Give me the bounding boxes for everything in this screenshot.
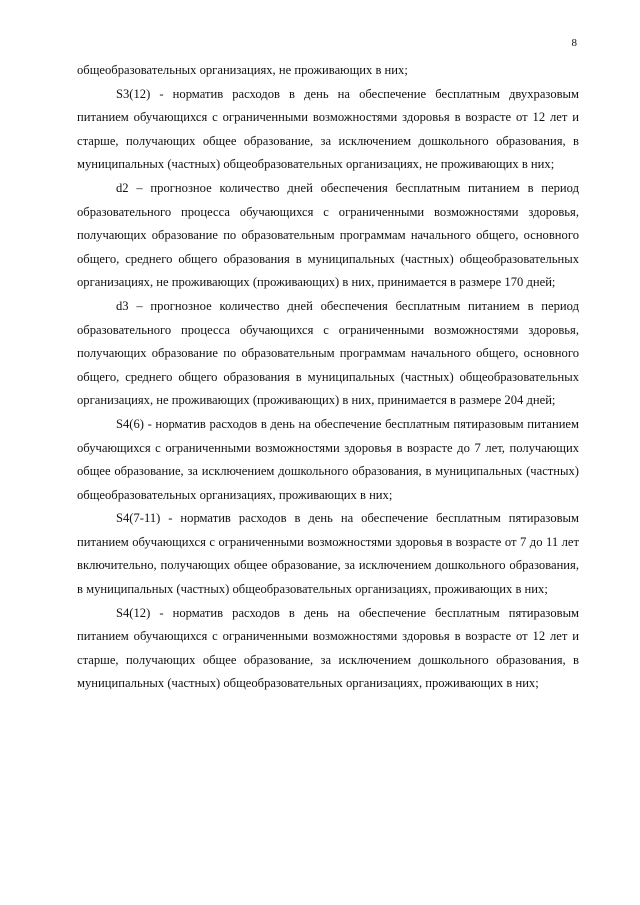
paragraph-s4-12: S4(12) - норматив расходов в день на обеспечение бесплатным пятиразовым питанием обучающихся с ограниченными возможностями здоровья в возрасте от 12 лет и старше, получающих общее образование, за исключением дошкольного образования, в муниципальных (частных) общеобразовательных организациях, проживающих в них; (77, 605, 579, 691)
paragraph-s3-12: S3(12) - норматив расходов в день на обеспечение бесплатным двухразовым питанием обучающихся с ограниченными возможностями здоровья в возрасте от 12 лет и старше, получающих общее образование, за исключением дошкольного образования, в муниципальных (частных) общеобразовательных организациях, не проживающих в них; (77, 86, 579, 172)
paragraph-d2: d2 – прогнозное количество дней обеспечения бесплатным питанием в период образовательного процесса обучающихся с ограниченными возможностями здоровья, получающих образование по образовательным программам начального общего, основного общего, среднего общего образования в муниципальных (частных) общеобразовательных организациях, не проживающих (проживающих) в них, принимается в размере 170 дней; (77, 180, 579, 290)
document-body (77, 59, 579, 696)
paragraph-d3: d3 – прогнозное количество дней обеспечения бесплатным питанием в период образовательного процесса обучающихся с ограниченными возможностями здоровья, получающих образование по образовательным программам начального общего, основного общего, среднего общего образования в муниципальных (частных) общеобразовательных организациях, не проживающих (проживающих) в них, принимается в размере 204 дней; (77, 298, 579, 408)
paragraph-continuation: общеобразовательных организациях, не проживающих в них; (77, 63, 408, 77)
page-number: 8 (571, 37, 577, 49)
paragraph-s4-7-11: S4(7-11) - норматив расходов в день на обеспечение бесплатным пятиразовым питанием обучающихся с ограниченными возможностями здоровья в возрасте от 7 до 11 лет включительно, получающих общее образование, за исключением дошкольного образования, в муниципальных (частных) общеобразовательных организациях, проживающих в них; (77, 511, 579, 597)
paragraph-s4-6: S4(6) - норматив расходов в день на обеспечение бесплатным пятиразовым питанием обучающихся с ограниченными возможностями здоровья в возрасте до 7 лет, получающих общее образование, за исключением дошкольного образования, в муниципальных (частных) общеобразовательных организациях, проживающих в них; (77, 416, 579, 502)
